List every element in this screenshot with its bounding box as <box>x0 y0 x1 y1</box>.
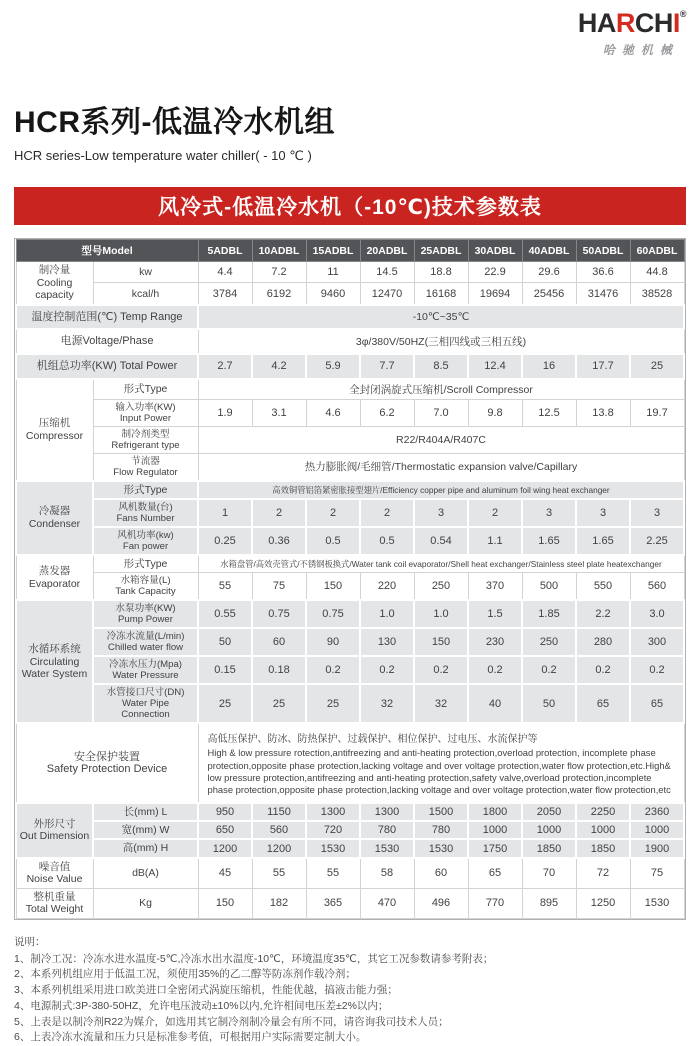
value-cell: 65 <box>468 858 522 889</box>
value-cell: 0.2 <box>414 656 468 684</box>
page-title: HCR系列-低温冷水机组 <box>14 106 335 139</box>
value-cell: 496 <box>414 888 468 918</box>
value-cell: 32 <box>414 684 468 723</box>
value-cell: 16 <box>522 354 576 379</box>
table-body <box>16 262 684 919</box>
value-cell: 13.8 <box>576 399 630 426</box>
value-cell: 1150 <box>252 803 306 821</box>
value-cell: 1.65 <box>576 527 630 555</box>
value-cell: 70 <box>522 858 576 889</box>
table-row <box>16 379 684 400</box>
value-cell: 130 <box>360 628 414 656</box>
value-cell: 55 <box>306 858 360 889</box>
value-cell: 280 <box>576 628 630 656</box>
brand-subtitle: 哈驰机械 <box>602 43 679 57</box>
value-cell: 6.2 <box>360 399 414 426</box>
value-cell: 0.2 <box>468 656 522 684</box>
value-cell: 19694 <box>468 283 522 305</box>
model-column-header: 20ADBL <box>360 240 414 262</box>
model-column-header: 15ADBL <box>306 240 360 262</box>
value-cell: 0.54 <box>414 527 468 555</box>
value-cell: 250 <box>522 628 576 656</box>
row-label-cell: 安全保护装置 Safety Protection Device <box>16 723 198 803</box>
merged-value-cell: 全封闭涡旋式压缩机/Scroll Compressor <box>198 379 684 400</box>
value-cell: 1000 <box>630 821 684 839</box>
value-cell: 7.7 <box>360 354 414 379</box>
value-cell: 6192 <box>252 283 306 305</box>
value-cell: 36.6 <box>576 262 630 283</box>
value-cell: 25 <box>630 354 684 379</box>
value-cell: 1.65 <box>522 527 576 555</box>
value-cell: 17.7 <box>576 354 630 379</box>
model-column-header: 40ADBL <box>522 240 576 262</box>
note-item: 2、本系列机组应用于低温工况，须使用35%的乙二醇等防冻剂作载冷剂； <box>14 968 356 981</box>
value-cell: 32 <box>360 684 414 723</box>
row-label-cell: dB(A) <box>93 858 198 889</box>
value-cell: 2.7 <box>198 354 252 379</box>
section-banner-text: 风冷式-低温冷水机（-10℃)技术参数表 <box>158 196 542 219</box>
value-cell: 2.2 <box>576 600 630 628</box>
registered-trademark-icon: ® <box>679 9 686 19</box>
row-label-cell: 风机功率(kw) Fan power <box>93 527 198 555</box>
group-label-cell: 水循环系统 Circulating Water System <box>16 600 93 723</box>
row-label-cell: 风机数量(台) Fans Number <box>93 499 198 527</box>
brand-part-red: R <box>615 8 635 38</box>
value-cell: 500 <box>522 573 576 601</box>
table-row <box>16 354 684 379</box>
row-label-cell: 输入功率(KW) Input Power <box>93 399 198 426</box>
value-cell: 1530 <box>360 839 414 857</box>
value-cell: 0.18 <box>252 656 306 684</box>
value-cell: 1530 <box>414 839 468 857</box>
value-cell: 720 <box>306 821 360 839</box>
value-cell: 300 <box>630 628 684 656</box>
value-cell: 3 <box>576 499 630 527</box>
merged-value-cell: 3φ/380V/50HZ(三相四线或三相五线) <box>198 329 684 354</box>
row-label-cell: Kg <box>93 888 198 918</box>
table-row <box>16 656 684 684</box>
value-cell: 75 <box>630 858 684 889</box>
row-label-cell: kcal/h <box>93 283 198 305</box>
value-cell: 1000 <box>522 821 576 839</box>
note-item: 6、上表冷冻水流量和压力只是标准参考值，可根据用户实际需要定制大小。 <box>14 1031 367 1044</box>
row-label-cell: 冷冻水流量(L/min) Chilled water flow <box>93 628 198 656</box>
value-cell: 230 <box>468 628 522 656</box>
table-row <box>16 600 684 628</box>
model-column-header: 25ADBL <box>414 240 468 262</box>
table-row <box>16 262 684 283</box>
note-item: 4、电源制式:3P-380-50HZ，允许电压波动±10%以内,允许相间电压差±2%以内； <box>14 999 389 1012</box>
value-cell: 25456 <box>522 283 576 305</box>
note-item: 1、制冷工况：冷冻水进水温度-5℃,冷冻水出水温度-10℃，环境温度35℃，其它工况参数请参考附表； <box>14 952 494 965</box>
value-cell: 44.8 <box>630 262 684 283</box>
row-label-cell: 水泵功率(KW) Pump Power <box>93 600 198 628</box>
value-cell: 780 <box>360 821 414 839</box>
table-header-row <box>16 240 684 262</box>
table-row <box>16 499 684 527</box>
table-row <box>16 399 684 426</box>
value-cell: 250 <box>414 573 468 601</box>
value-cell: 8.5 <box>414 354 468 379</box>
value-cell: 2 <box>306 499 360 527</box>
row-label-cell: 高(mm) H <box>93 839 198 857</box>
value-cell: 58 <box>360 858 414 889</box>
value-cell: 182 <box>252 888 306 918</box>
table-row <box>16 453 684 481</box>
note-item: 5、上表是以制冷剂R22为媒介，如选用其它制冷剂制冷量会有所不同，请咨询我司技术人员； <box>14 1015 449 1028</box>
value-cell: 0.2 <box>576 656 630 684</box>
value-cell: 1850 <box>576 839 630 857</box>
model-column-header: 5ADBL <box>198 240 252 262</box>
value-cell: 2360 <box>630 803 684 821</box>
row-label-cell: 节流器 Flow Regulator <box>93 453 198 481</box>
value-cell: 0.15 <box>198 656 252 684</box>
value-cell: 75 <box>252 573 306 601</box>
brand-part-dark2: CH <box>634 8 673 38</box>
value-cell: 0.2 <box>360 656 414 684</box>
notes-list <box>14 952 686 1046</box>
value-cell: 72 <box>576 858 630 889</box>
value-cell: 19.7 <box>630 399 684 426</box>
value-cell: 12470 <box>360 283 414 305</box>
brand-logo <box>578 10 686 58</box>
table-row <box>16 803 684 821</box>
value-cell: 650 <box>198 821 252 839</box>
value-cell: 60 <box>414 858 468 889</box>
table-row <box>16 481 684 499</box>
table-row <box>16 329 684 354</box>
group-label-cell: 外形尺寸 Out Dimension <box>16 803 93 857</box>
value-cell: 12.4 <box>468 354 522 379</box>
value-cell: 0.5 <box>360 527 414 555</box>
row-label-cell: 电源Voltage/Phase <box>16 329 198 354</box>
value-cell: 65 <box>576 684 630 723</box>
group-label-cell: 蒸发器 Evaporator <box>16 555 93 600</box>
value-cell: 7.0 <box>414 399 468 426</box>
value-cell: 780 <box>414 821 468 839</box>
value-cell: 1900 <box>630 839 684 857</box>
brand-part-red2: I <box>672 8 680 38</box>
value-cell: 0.2 <box>306 656 360 684</box>
value-cell: 0.2 <box>630 656 684 684</box>
value-cell: 3 <box>522 499 576 527</box>
model-column-header: 50ADBL <box>576 240 630 262</box>
value-cell: 1 <box>198 499 252 527</box>
table-row <box>16 305 684 330</box>
value-cell: 18.8 <box>414 262 468 283</box>
table-row <box>16 839 684 857</box>
value-cell: 1.0 <box>414 600 468 628</box>
value-cell: 550 <box>576 573 630 601</box>
value-cell: 470 <box>360 888 414 918</box>
model-column-header: 60ADBL <box>630 240 684 262</box>
note-item: 3、本系列机组采用进口欧美进口全密闭式涡旋压缩机，性能优越，搞液击能力强； <box>14 984 398 997</box>
value-cell: 9.8 <box>468 399 522 426</box>
brand-part-dark: HA <box>577 8 616 38</box>
table-row <box>16 527 684 555</box>
value-cell: 3.1 <box>252 399 306 426</box>
spec-table-wrapper <box>14 238 686 920</box>
value-cell: 365 <box>306 888 360 918</box>
table-row <box>16 426 684 453</box>
value-cell: 55 <box>198 573 252 601</box>
value-cell: 2 <box>468 499 522 527</box>
value-cell: 1.0 <box>360 600 414 628</box>
value-cell: 22.9 <box>468 262 522 283</box>
value-cell: 1000 <box>468 821 522 839</box>
value-cell: 0.2 <box>522 656 576 684</box>
row-label-cell: 形式Type <box>93 555 198 573</box>
value-cell: 950 <box>198 803 252 821</box>
value-cell: 0.55 <box>198 600 252 628</box>
value-cell: 150 <box>198 888 252 918</box>
row-label-cell: 形式Type <box>93 379 198 400</box>
spec-table <box>15 239 685 919</box>
value-cell: 40 <box>468 684 522 723</box>
value-cell: 1530 <box>306 839 360 857</box>
table-row <box>16 628 684 656</box>
value-cell: 50 <box>198 628 252 656</box>
group-label-cell: 噪音值 Noise Value <box>16 858 93 889</box>
notes-heading: 说明： <box>14 935 46 948</box>
value-cell: 3 <box>414 499 468 527</box>
value-cell: 7.2 <box>252 262 306 283</box>
value-cell: 2.25 <box>630 527 684 555</box>
table-row <box>16 555 684 573</box>
row-label-cell: 形式Type <box>93 481 198 499</box>
section-banner <box>14 187 686 225</box>
value-cell: 0.75 <box>306 600 360 628</box>
value-cell: 50 <box>522 684 576 723</box>
value-cell: 1.1 <box>468 527 522 555</box>
value-cell: 4.6 <box>306 399 360 426</box>
table-row <box>16 821 684 839</box>
value-cell: 90 <box>306 628 360 656</box>
merged-value-cell: 高低压保护、防冰、防热保护、过载保护、相位保护、过电压、水流保护等 High & low pressure rotection,antifreezing and anti-heating protection,overload protection, incomplete phase protection,opposite phase protection,lacking voltage and over voltage protection,water flow protection,etc.High& low pressure protection,antifreezing and anti-heating protection,safety valve,overload protection,incomplete phase protection,opposite phase protection,lacking voltage and over voltage protection,water flow protection,etc <box>198 723 684 803</box>
value-cell: 2250 <box>576 803 630 821</box>
value-cell: 16168 <box>414 283 468 305</box>
merged-value-cell: R22/R404A/R407C <box>198 426 684 453</box>
value-cell: 2 <box>360 499 414 527</box>
value-cell: 1300 <box>306 803 360 821</box>
value-cell: 1530 <box>630 888 684 918</box>
value-cell: 1750 <box>468 839 522 857</box>
value-cell: 60 <box>252 628 306 656</box>
value-cell: 1000 <box>576 821 630 839</box>
value-cell: 45 <box>198 858 252 889</box>
value-cell: 29.6 <box>522 262 576 283</box>
value-cell: 3784 <box>198 283 252 305</box>
value-cell: 65 <box>630 684 684 723</box>
row-label-cell: 水管接口尺寸(DN) Water Pipe Connection <box>93 684 198 723</box>
value-cell: 55 <box>252 858 306 889</box>
value-cell: 0.5 <box>306 527 360 555</box>
value-cell: 25 <box>252 684 306 723</box>
value-cell: 38528 <box>630 283 684 305</box>
value-cell: 1.9 <box>198 399 252 426</box>
row-label-cell: 制冷剂类型 Refrigerant type <box>93 426 198 453</box>
value-cell: 220 <box>360 573 414 601</box>
value-cell: 0.75 <box>252 600 306 628</box>
value-cell: 560 <box>630 573 684 601</box>
row-label-cell: 机组总功率(KW) Total Power <box>16 354 198 379</box>
value-cell: 1250 <box>576 888 630 918</box>
value-cell: 1850 <box>522 839 576 857</box>
table-row <box>16 573 684 601</box>
value-cell: 25 <box>198 684 252 723</box>
value-cell: 2050 <box>522 803 576 821</box>
model-column-header: 30ADBL <box>468 240 522 262</box>
value-cell: 0.25 <box>198 527 252 555</box>
table-head <box>16 240 684 262</box>
value-cell: 31476 <box>576 283 630 305</box>
model-header-cell: 型号Model <box>16 240 198 262</box>
value-cell: 895 <box>522 888 576 918</box>
value-cell: 4.2 <box>252 354 306 379</box>
value-cell: 1.85 <box>522 600 576 628</box>
page-subtitle: HCR series-Low temperature water chiller( - 10 ℃ ) <box>14 148 312 163</box>
merged-value-cell: 水箱盘管/高效壳管式/不锈钢板换式/Water tank coil evaporator/Shell heat exchanger/Stainless steel plate heatexchanger <box>198 555 684 573</box>
value-cell: 0.36 <box>252 527 306 555</box>
brand-name <box>578 10 686 37</box>
value-cell: 25 <box>306 684 360 723</box>
value-cell: 3.0 <box>630 600 684 628</box>
group-label-cell: 冷凝器 Condenser <box>16 481 93 555</box>
value-cell: 1500 <box>414 803 468 821</box>
value-cell: 370 <box>468 573 522 601</box>
group-label-cell: 压缩机 Compressor <box>16 379 93 481</box>
value-cell: 1300 <box>360 803 414 821</box>
group-label-cell: 制冷量 Cooling capacity <box>16 262 93 305</box>
value-cell: 150 <box>306 573 360 601</box>
value-cell: 1200 <box>198 839 252 857</box>
row-label-cell: kw <box>93 262 198 283</box>
group-label-cell: 整机重量 Total Weight <box>16 888 93 918</box>
notes <box>14 935 686 1046</box>
value-cell: 11 <box>306 262 360 283</box>
value-cell: 1.5 <box>468 600 522 628</box>
merged-value-cell: 热力膨胀阀/毛细管/Thermostatic expansion valve/Capillary <box>198 453 684 481</box>
table-row <box>16 684 684 723</box>
row-label-cell: 长(mm) L <box>93 803 198 821</box>
value-cell: 150 <box>414 628 468 656</box>
value-cell: 4.4 <box>198 262 252 283</box>
value-cell: 12.5 <box>522 399 576 426</box>
row-label-cell: 冷冻水压力(Mpa) Water Pressure <box>93 656 198 684</box>
merged-value-cell: 高效铜管铝箔紧密胀接型翅片/Efficiency copper pipe and aluminum foil wing heat exchanger <box>198 481 684 499</box>
value-cell: 3 <box>630 499 684 527</box>
value-cell: 9460 <box>306 283 360 305</box>
row-label-cell: 水箱容量(L) Tank Capacity <box>93 573 198 601</box>
value-cell: 1200 <box>252 839 306 857</box>
model-column-header: 10ADBL <box>252 240 306 262</box>
table-row <box>16 723 684 803</box>
merged-value-cell: -10℃~35℃ <box>198 305 684 330</box>
table-row <box>16 858 684 889</box>
value-cell: 14.5 <box>360 262 414 283</box>
row-label-cell: 温度控制范围(℃) Temp Range <box>16 305 198 330</box>
value-cell: 5.9 <box>306 354 360 379</box>
value-cell: 560 <box>252 821 306 839</box>
value-cell: 1800 <box>468 803 522 821</box>
table-row <box>16 283 684 305</box>
table-row <box>16 888 684 918</box>
value-cell: 2 <box>252 499 306 527</box>
value-cell: 770 <box>468 888 522 918</box>
row-label-cell: 宽(mm) W <box>93 821 198 839</box>
